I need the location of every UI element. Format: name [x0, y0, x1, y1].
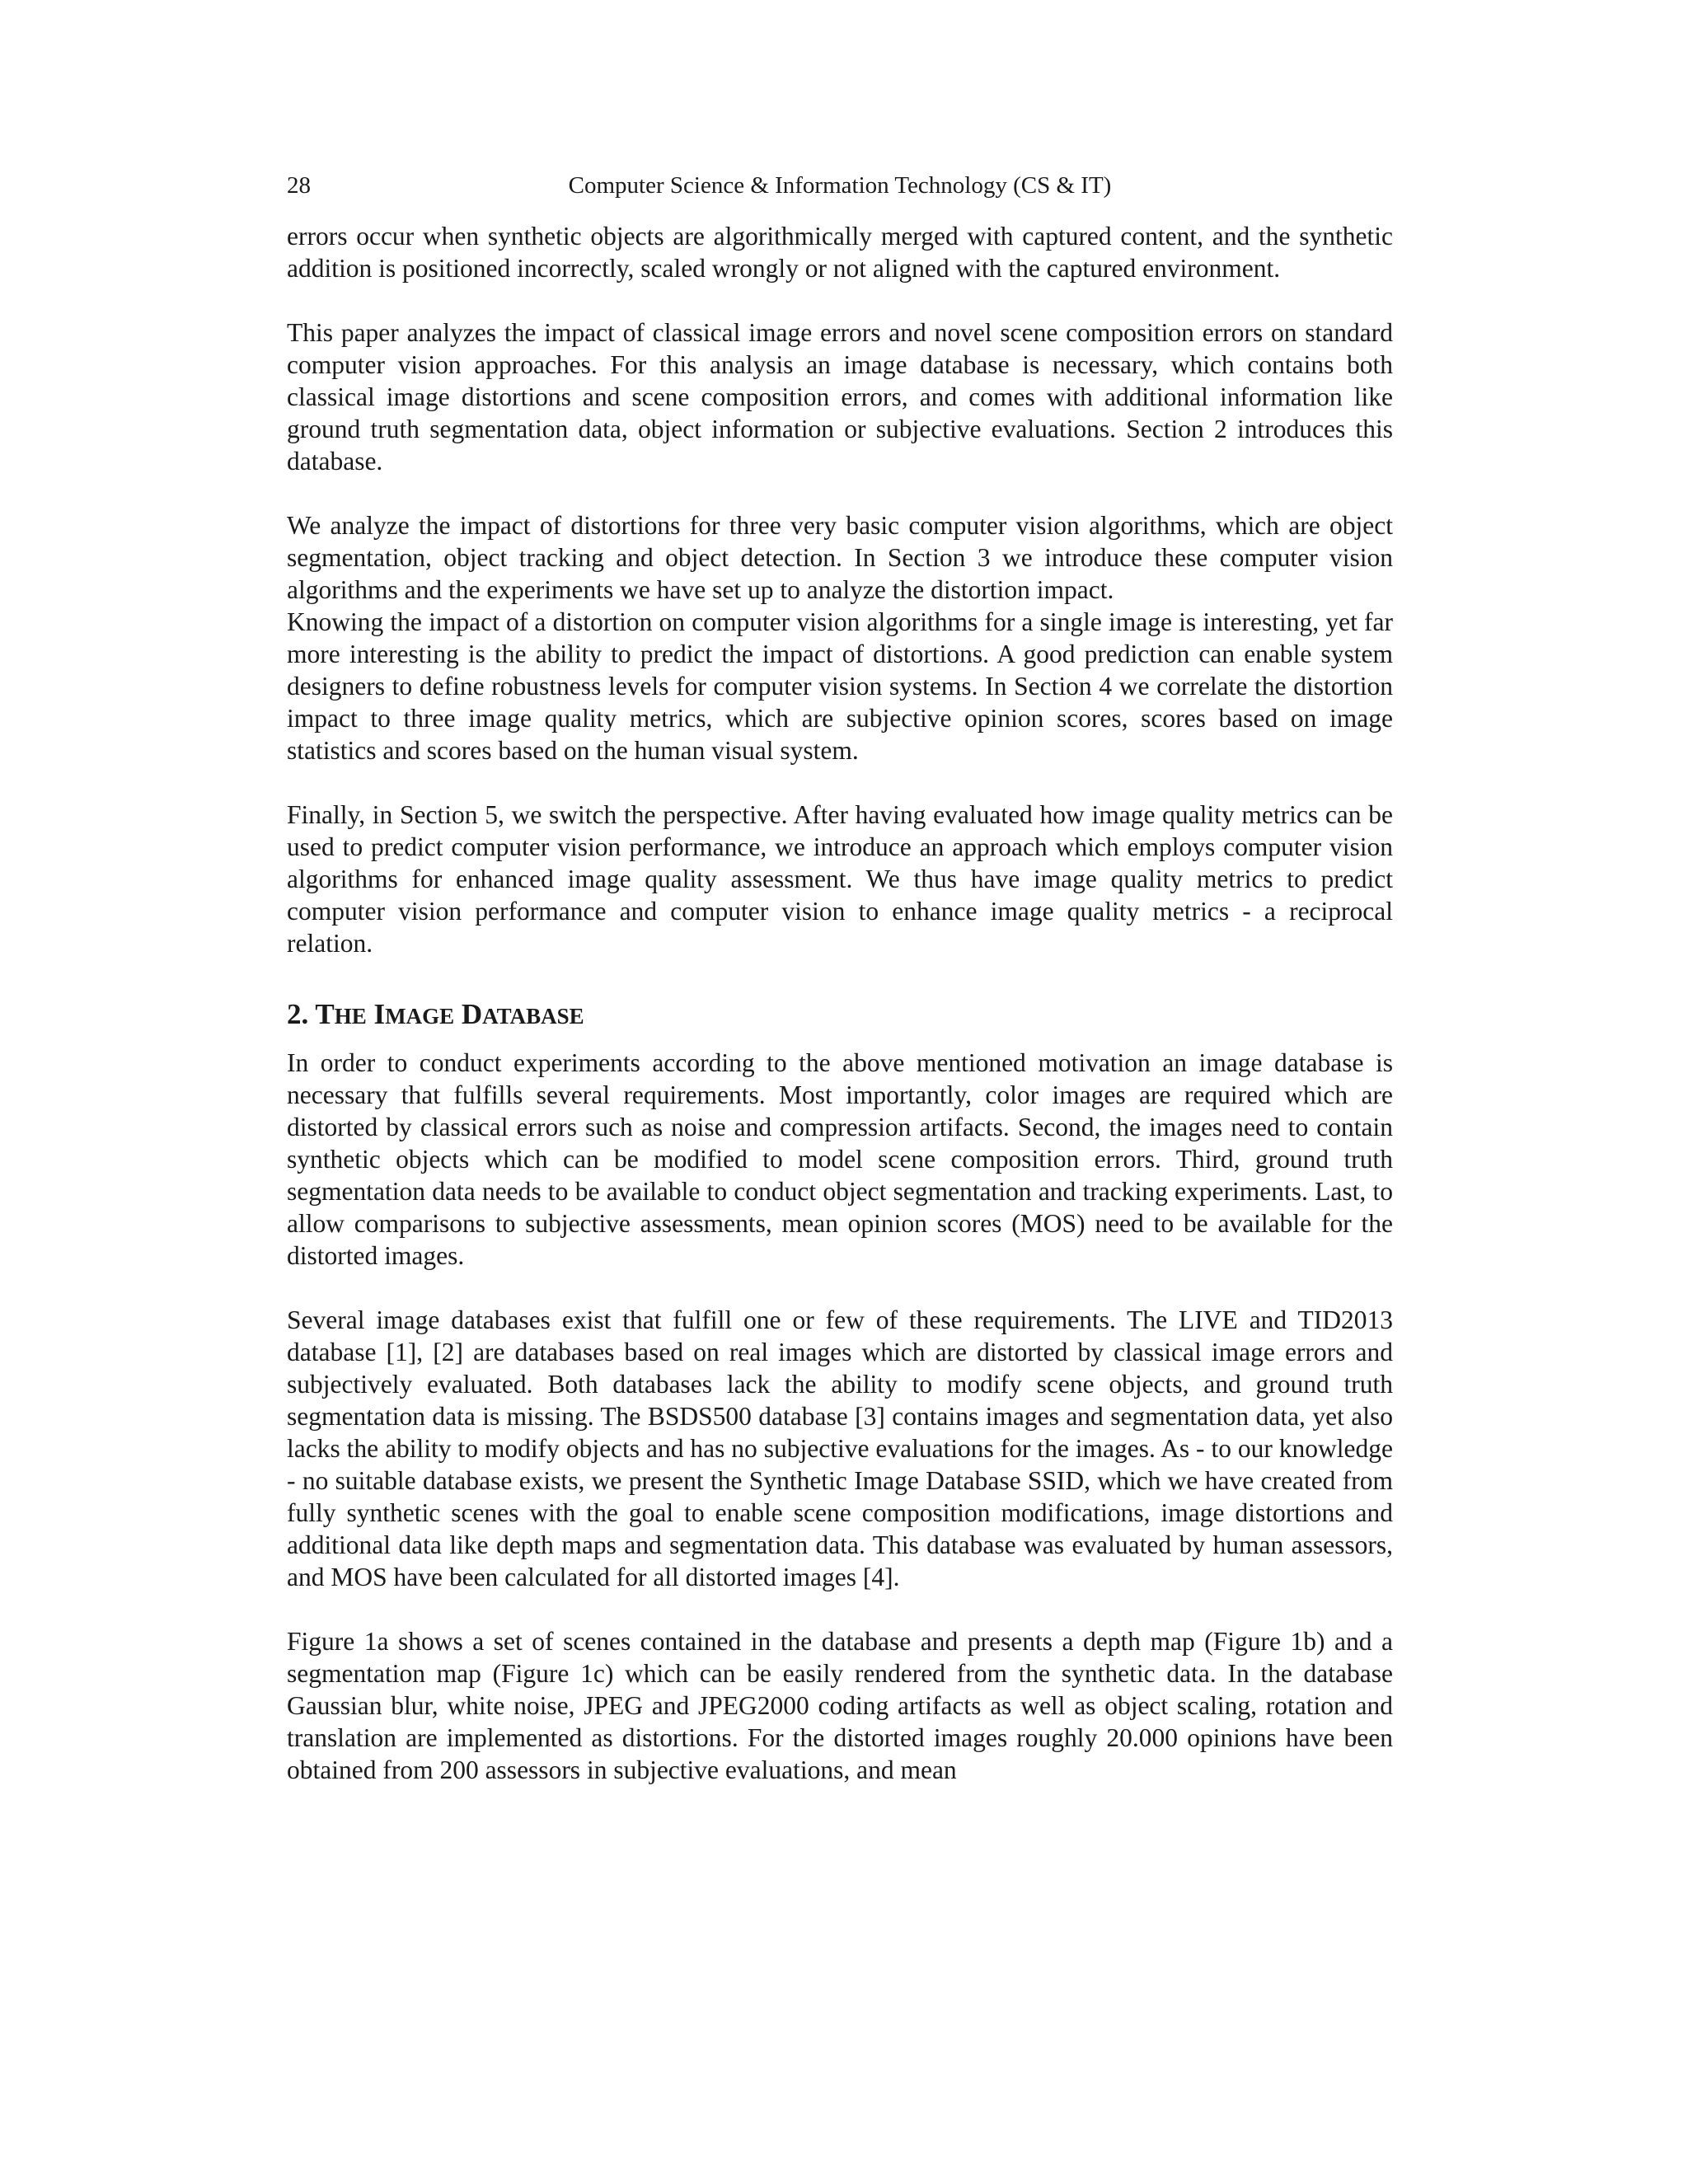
paragraph: Figure 1a shows a set of scenes contained in the database and presents a depth map (Figure 1b) and a segmentation map (Figure 1c) which can be easily rendered from the synthetic data. In the database Gaussian blur, white noise, JPEG and JPEG2000 coding artifacts as well as object scaling, rotation and translation are implemented as distortions. For the distorted images roughly 20.000 opinions have been obtained from 200 assessors in subjective evaluations, and mean	[287, 1627, 1393, 1784]
paragraph: Several image databases exist that fulfill one or few of these requirements. The LIVE and TID2013 database [1], [2] are databases based on real images which are distorted by classical image errors and subjectively evaluated. Both databases lack the ability to modify scene objects, and ground truth segmentation data is missing. The BSDS500 database [3] contains images and segmentation data, yet also lacks the ability to modify objects and has no subjective evaluations for the images. As - to our knowledge - no suitable database exists, we present the Synthetic Image Database SSID, which we have created from fully synthetic scenes with the goal to enable scene composition modifications, image distortions and additional data like depth maps and segmentation data. This database was evaluated by human assessors, and MOS have been calculated for all distorted images [4].	[287, 1305, 1393, 1591]
section-number: 2.	[287, 998, 309, 1030]
section-heading: 2. THE IMAGE DATABASE	[287, 998, 584, 1030]
running-header	[287, 171, 1393, 200]
paragraph: errors occur when synthetic objects are algorithmically merged with captured content, and the synthetic addition is positioned incorrectly, scaled wrongly or not aligned with the captured environment.	[287, 222, 1393, 283]
paragraph: Knowing the impact of a distortion on computer vision algorithms for a single image is interesting, yet far more interesting is the ability to predict the impact of distortions. A good prediction can enable system designers to define robustness levels for computer vision systems. In Section 4 we correlate the distortion impact to three image quality metrics, which are subjective opinion scores, scores based on image statistics and scores based on the human visual system.	[287, 607, 1393, 765]
journal-title: Computer Science & Information Technology (CS & IT)	[568, 172, 1112, 199]
body-text	[287, 220, 1393, 1786]
page-number: 28	[287, 172, 311, 199]
paragraph: This paper analyzes the impact of classical image errors and novel scene composition errors on standard computer vision approaches. For this analysis an image database is necessary, which contains both classical image distortions and scene composition errors, and comes with additional information like ground truth segmentation data, object information or subjective evaluations. Section 2 introduces this database.	[287, 318, 1393, 476]
paragraph: In order to conduct experiments according to the above mentioned motivation an image database is necessary that fulfills several requirements. Most importantly, color images are required which are distorted by classical errors such as noise and compression artifacts. Second, the images need to contain synthetic objects which can be modified to model scene composition errors. Third, ground truth segmentation data needs to be available to conduct object segmentation and tracking experiments. Last, to allow comparisons to subjective assessments, mean opinion scores (MOS) need to be available for the distorted images.	[287, 1048, 1393, 1270]
paragraph: We analyze the impact of distortions for three very basic computer vision algorithms, which are object segmentation, object tracking and object detection. In Section 3 we introduce these computer vision algorithms and the experiments we have set up to analyze the distortion impact.	[287, 511, 1393, 604]
paragraph: Finally, in Section 5, we switch the perspective. After having evaluated how image quality metrics can be used to predict computer vision performance, we introduce an approach which employs computer vision algorithms for enhanced image quality assessment. We thus have image quality metrics to predict computer vision performance and computer vision to enhance image quality metrics - a reciprocal relation.	[287, 800, 1393, 958]
